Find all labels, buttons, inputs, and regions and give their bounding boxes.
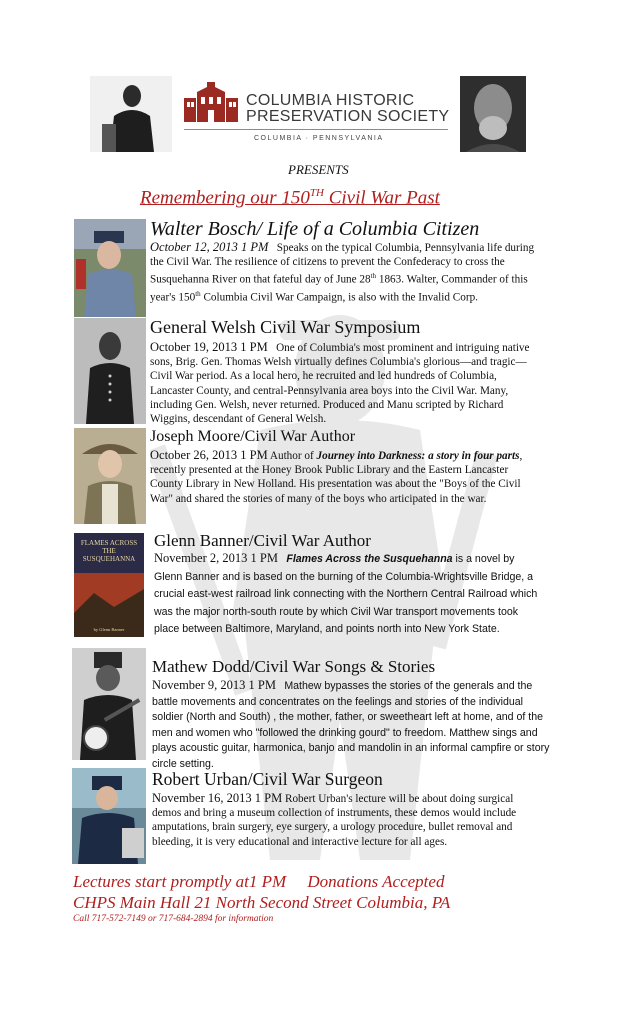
book-cover-title: FLAMES ACROSS THE SUSQUEHANNA xyxy=(80,539,138,563)
event-photo xyxy=(74,318,146,424)
event-description: October 26, 2013 1 PM Author of Journey into Darkness: a story in four parts, recently presented at the Honey Brook Public Library and the Eastern Lancaster County Library in New Holland. His presentation was about the "Boys of the Civil War" and shared the stories of many of the boys who articipated in the war. xyxy=(150,448,523,505)
event-title: Walter Bosch/ Life of a Columbia Citizen xyxy=(150,218,480,240)
left-portrait-photo xyxy=(90,76,172,152)
right-portrait-photo xyxy=(460,76,526,152)
main-title: Remembering our 150TH Civil War Past xyxy=(140,187,440,209)
event-description: November 9, 2013 1 PM Mathew bypasses the stories of the generals and the battle movements and concentrates on the feelings and stories of the individual soldier (North and South) , the mother, father, or sweetheart left at home, and of the men and women who "followed the drinking gourd" to freedom. Matthew sings and plays acoustic guitar, harmonica, banjo and mandolin in an informal campfire or story circle setting. xyxy=(152,678,550,770)
event-description: October 12, 2013 1 PM Speaks on the typical Columbia, Pennsylvania life during the Civil War. The resilience of citizens to prevent the Confederacy to cross the Susquehanna River on that fateful day of June 28th 1863. Walter, Commander of this year's 150th Columbia Civil War Campaign, is also with the Invalid Corp. xyxy=(150,240,535,305)
society-logo xyxy=(184,82,459,152)
book-title: Journey into Darkness: a story in four parts xyxy=(316,450,520,462)
society-location: COLUMBIA · PENNSYLVANIA xyxy=(254,135,384,142)
event-title: General Welsh Civil War Symposium xyxy=(150,317,421,337)
logo-divider xyxy=(184,129,448,130)
donations-note: Donations Accepted xyxy=(307,872,445,891)
event-title: Joseph Moore/Civil War Author xyxy=(150,428,356,445)
footer-contact: Call 717-572-7149 or 717-684-2894 for information xyxy=(73,914,274,924)
event-photo xyxy=(74,219,146,317)
event-photo xyxy=(72,768,146,864)
event-photo xyxy=(72,648,146,760)
event-description: November 16, 2013 1 PM Robert Urban's lecture will be about doing surgical demos and bring a museum collection of instruments, these demos would include amputations, brain surgery, eye surgery, a urology procedure, bullet removal and bleeding, it is very educational and interactive lecture for all ages. xyxy=(152,791,517,848)
footer-location: CHPS Main Hall 21 North Second Street Columbia, PA xyxy=(73,893,451,912)
footer-lecture-info: Lectures start promptly at1 PM Donations Accepted xyxy=(73,872,445,891)
event-description: October 19, 2013 1 PM One of Columbia's most prominent and intriguing native sons, Brig. Gen. Thomas Welsh virtually defines Columbia's glorious—and tragic—Civil War period. As a local hero, he recruited and led hundreds of Columbia, Lancaster County, and central-Pennsylvania area boys into the Civil War. Many, including Gen. Welsh, never returned. Produced and Manu scripted by Richard Wiggins, descendant of General Welsh. xyxy=(150,340,530,426)
event-title: Glenn Banner/Civil War Author xyxy=(154,531,371,550)
book-title: Flames Across the Susquehanna xyxy=(286,553,453,565)
book-cover xyxy=(74,533,144,637)
event-photo xyxy=(74,428,146,524)
building-logo-icon xyxy=(184,82,238,122)
event-title: Robert Urban/Civil War Surgeon xyxy=(152,769,383,789)
presents-label: PRESENTS xyxy=(288,162,349,177)
event-title: Mathew Dodd/Civil War Songs & Stories xyxy=(152,657,436,676)
book-cover-author: by Glenn Banner xyxy=(93,627,125,632)
event-description: November 2, 2013 1 PM Flames Across the Susquehanna is a novel by Glenn Banner and is based on the burning of the Columbia-Wrightsville Bridge, a crucial east-west railroad link connecting with the Northern Central Railroad which was the major north-south route by which Civil War transport movements took place between Baltimore, Maryland, and points north into New York State. xyxy=(154,551,538,635)
society-name: COLUMBIA HISTORIC PRESERVATION SOCIETY xyxy=(246,92,450,125)
